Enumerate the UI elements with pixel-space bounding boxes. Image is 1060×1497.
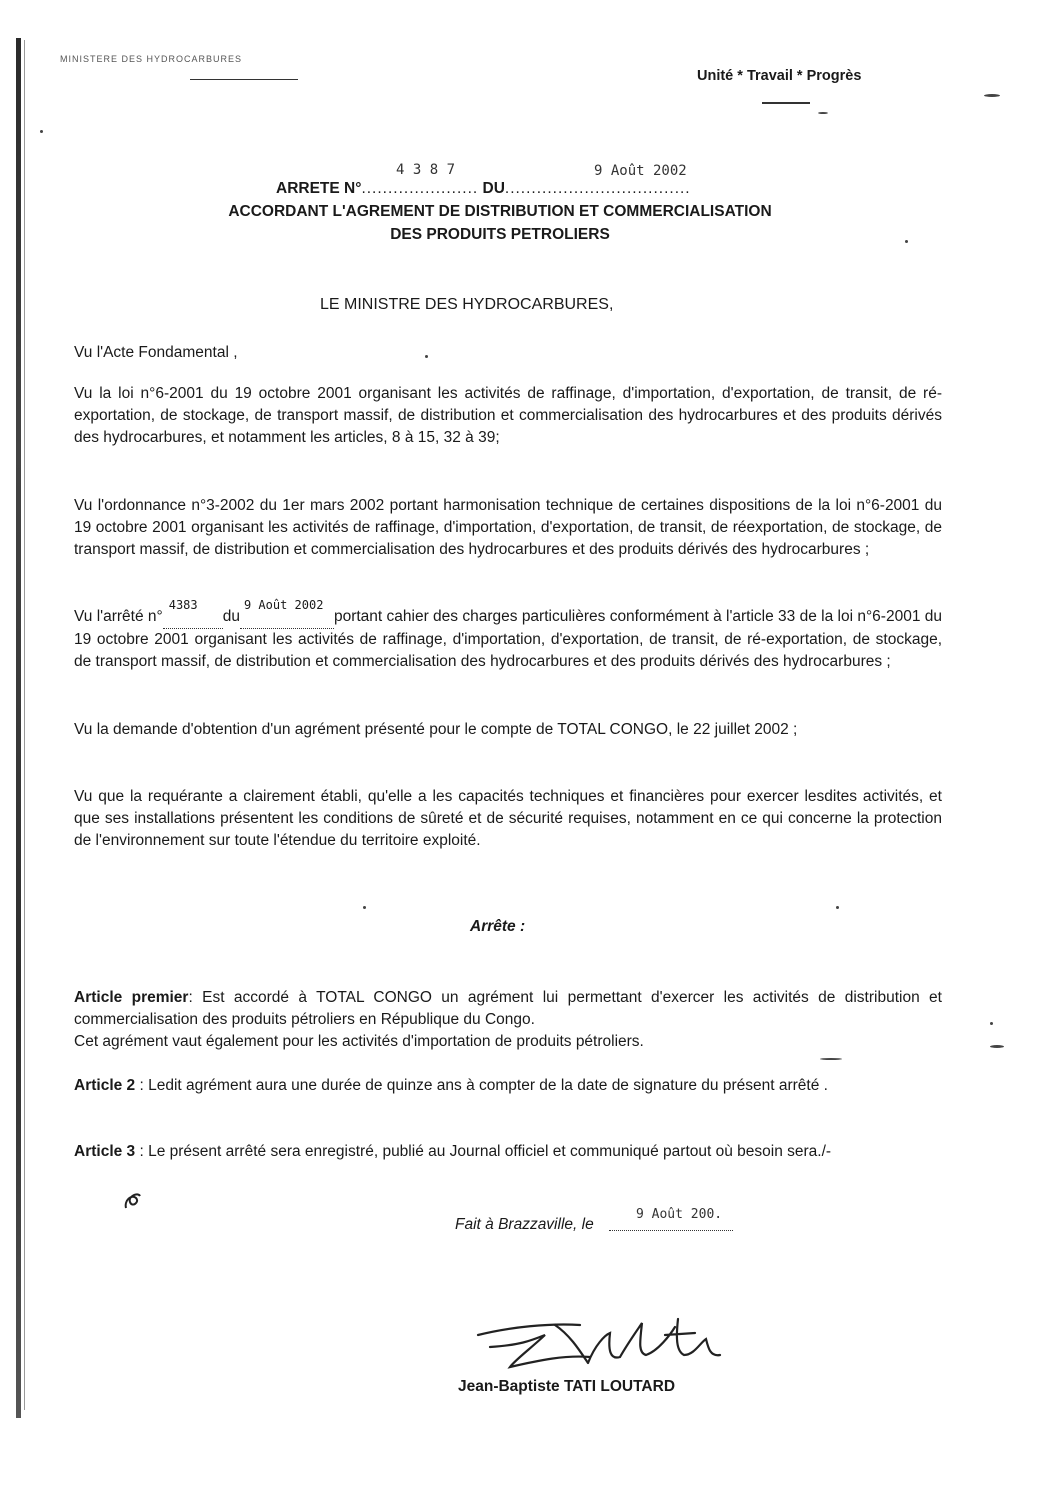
article-label: Article 3 bbox=[74, 1143, 136, 1160]
minister-heading: LE MINISTRE DES HYDROCARBURES, bbox=[320, 296, 614, 313]
signing-date-stamp: 9 Août 200. bbox=[636, 1207, 723, 1222]
article-3 bbox=[74, 1141, 942, 1163]
scan-speck bbox=[990, 1022, 993, 1025]
decree-title-line-2: DES PRODUITS PETROLIERS bbox=[390, 226, 610, 243]
du-label: DU bbox=[482, 180, 505, 197]
scan-speck bbox=[820, 1058, 842, 1060]
scan-edge-line bbox=[24, 40, 25, 1410]
consideration-requerante: Vu que la requérante a clairement établi, qu'elle a les capacités techniques et financières pour exercer lesdites activités, et que ses installations présentent les conditions de sûreté et de sécurité requises, notamment en ce qui concerne la protection de l'environnement sur toute l'étendue du territoire exploité. bbox=[74, 788, 942, 849]
fait-date-dots bbox=[609, 1230, 733, 1231]
motto-rule bbox=[762, 102, 810, 104]
arrete-ref-rest: portant cahier des charges particulières conformément à l'article 33 de la loi n°6-2001 du 19 octobre 2001 organisant les activités de raffinage, d'importation, d'exportation, de transit, de ré-exportation, de stockage, de transport massif, de distribution et commercialisation des hydrocarbures et des produits dérivés des hydrocarbures ; bbox=[74, 608, 942, 670]
arrete-ref-du: du bbox=[222, 608, 240, 625]
arrete-ref-number: 4383 bbox=[168, 598, 198, 612]
scan-speck bbox=[40, 130, 43, 133]
scan-speck bbox=[836, 906, 839, 909]
decree-number-line bbox=[276, 180, 691, 198]
article-text: : Est accordé à TOTAL CONGO un agrément lui permettant d'exercer les activités de distribution et commercialisation des produits pétroliers en République du Congo. bbox=[74, 989, 942, 1028]
minister-signature bbox=[470, 1305, 740, 1385]
scan-speck bbox=[984, 94, 1000, 97]
fait-a-line: Fait à Brazzaville, le bbox=[455, 1216, 594, 1233]
header-rule bbox=[190, 79, 298, 80]
article-premier bbox=[74, 987, 942, 1053]
arrete-heading: Arrête : bbox=[470, 918, 526, 935]
handwritten-decree-date: 9 Août 2002 bbox=[594, 163, 687, 179]
scan-speck bbox=[363, 906, 366, 909]
handwritten-decree-number: 4 3 8 7 bbox=[396, 162, 456, 178]
scan-speck bbox=[990, 1045, 1004, 1048]
initials-mark bbox=[120, 1188, 146, 1214]
article-extra: Cet agrément vaut également pour les activités d'importation de produits pétroliers. bbox=[74, 1033, 644, 1050]
article-text: : Le présent arrêté sera enregistré, publié au Journal officiel et communiqué partout où besoin sera./- bbox=[139, 1143, 832, 1160]
arrete-label: ARRETE N° bbox=[276, 180, 362, 197]
scan-speck bbox=[818, 112, 828, 114]
date-dots: ................................... bbox=[504, 180, 691, 197]
arrete-ref-date: 9 Août 2002 bbox=[243, 598, 324, 612]
article-text: : Ledit agrément aura une durée de quinze ans à compter de la date de signature du présent arrêté . bbox=[139, 1077, 828, 1094]
signatory-name: Jean-Baptiste TATI LOUTARD bbox=[458, 1378, 676, 1395]
arrete-ref-prefix: Vu l'arrêté n° bbox=[74, 608, 163, 625]
decree-title-line-1: ACCORDANT L'AGREMENT DE DISTRIBUTION ET COMMERCIALISATION bbox=[228, 203, 772, 220]
consideration-acte: Vu l'Acte Fondamental , bbox=[74, 344, 238, 361]
national-motto: Unité * Travail * Progrès bbox=[697, 68, 862, 84]
arrete-ref-date-field bbox=[240, 598, 334, 629]
consideration-demande: Vu la demande d'obtention d'un agrément présenté pour le compte de TOTAL CONGO, le 22 juillet 2002 ; bbox=[74, 721, 798, 738]
consideration-ordonnance: Vu l'ordonnance n°3-2002 du 1er mars 2002 portant harmonisation technique de certaines dispositions de la loi n°6-2001 du 19 octobre 2001 organisant les activités de raffinage, d'importation, d'exportation, de transit, de réexportation, de stockage, de transport massif, de distribution et commercialisation des hydrocarbures et des produits dérivés des hydrocarbures ; bbox=[74, 497, 942, 558]
scan-edge-bar bbox=[16, 38, 21, 1418]
consideration-arrete bbox=[74, 598, 942, 673]
article-label: Article 2 bbox=[74, 1077, 136, 1094]
consideration-loi: Vu la loi n°6-2001 du 19 octobre 2001 organisant les activités de raffinage, d'importation, d'exportation, de transit, de ré-exportation, de stockage, de transport massif, de distribution et commercialisation des hydrocarbures et des produits dérivés des hydrocarbures, et notamment les articles, 8 à 15, 32 à 39; bbox=[74, 385, 942, 446]
number-dots: ...................... bbox=[361, 180, 479, 197]
article-label: Article premier bbox=[74, 989, 189, 1006]
article-2 bbox=[74, 1075, 942, 1097]
ministry-header-line: MINISTERE DES HYDROCARBURES bbox=[60, 54, 243, 62]
arrete-ref-number-field bbox=[163, 598, 223, 629]
